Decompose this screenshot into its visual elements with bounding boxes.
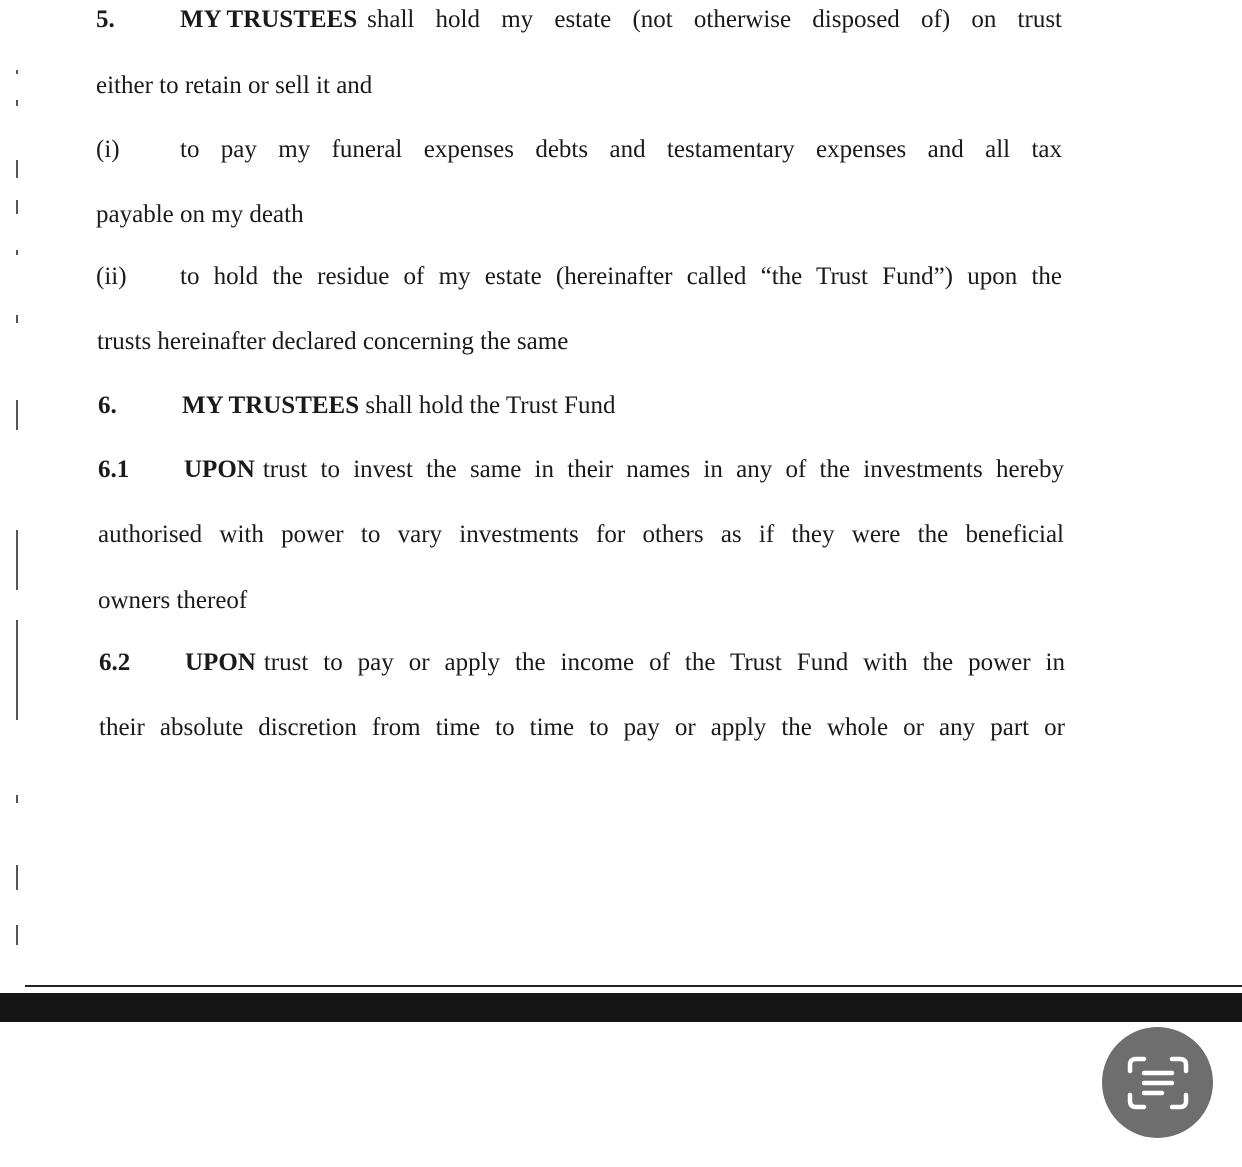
para-6-1-line-2: authorised with power to vary investments for others as if they were the beneficial (98, 521, 1064, 548)
live-text-scan-icon (1126, 1055, 1190, 1111)
para-6-2-line-2: their absolute discretion from time to time to pay or apply the whole or any part or (99, 714, 1065, 741)
para-5-line-2: either to retain or sell it and (96, 72, 373, 99)
item-ii-text: to hold the residue of my estate (hereinafter called “the Trust Fund”) upon the (180, 263, 1062, 290)
item-ii-line-1 (96, 262, 1062, 292)
para-6-text: shall hold the Trust Fund (365, 392, 616, 419)
para-5-text: shall hold my estate (not otherwise disposed of) on trust (367, 6, 1062, 33)
para-6-2-number: 6.2 (99, 649, 131, 676)
para-6-2-text: trust to pay or apply the income of the Trust Fund with the power in (263, 649, 1065, 676)
scan-margin-marks (16, 60, 22, 960)
para-6-2-line-1 (99, 648, 1065, 678)
para-6-1-line-1 (98, 455, 1064, 485)
para-6-1-line-3: owners thereof (98, 587, 248, 614)
live-text-scan-button[interactable] (1102, 1027, 1213, 1138)
item-i-line-2: payable on my death (96, 201, 304, 228)
item-i-line-1 (96, 135, 1062, 165)
item-i-number: (i) (96, 136, 120, 163)
item-ii-number: (ii) (96, 263, 127, 290)
para-5-bold: MY TRUSTEES (180, 6, 358, 33)
next-page-area (0, 1022, 1242, 1167)
para-6-2-bold: UPON (185, 649, 256, 676)
para-5-number: 5. (96, 6, 115, 33)
page-separator-band (0, 993, 1242, 1022)
para-6-bold: MY TRUSTEES (182, 392, 360, 419)
para-5-line-1 (96, 5, 1062, 35)
item-ii-line-2: trusts hereinafter declared concerning the same (97, 328, 569, 355)
para-6-1-bold: UPON (184, 456, 255, 483)
para-6-1-number: 6.1 (98, 456, 130, 483)
para-6-number: 6. (98, 392, 117, 419)
para-6-1-text: trust to invest the same in their names in any of the investments hereby (262, 456, 1064, 483)
para-6-line-1 (98, 391, 615, 421)
item-i-text: to pay my funeral expenses debts and testamentary expenses and all tax (180, 136, 1062, 163)
page-bottom-rule (25, 985, 1242, 987)
